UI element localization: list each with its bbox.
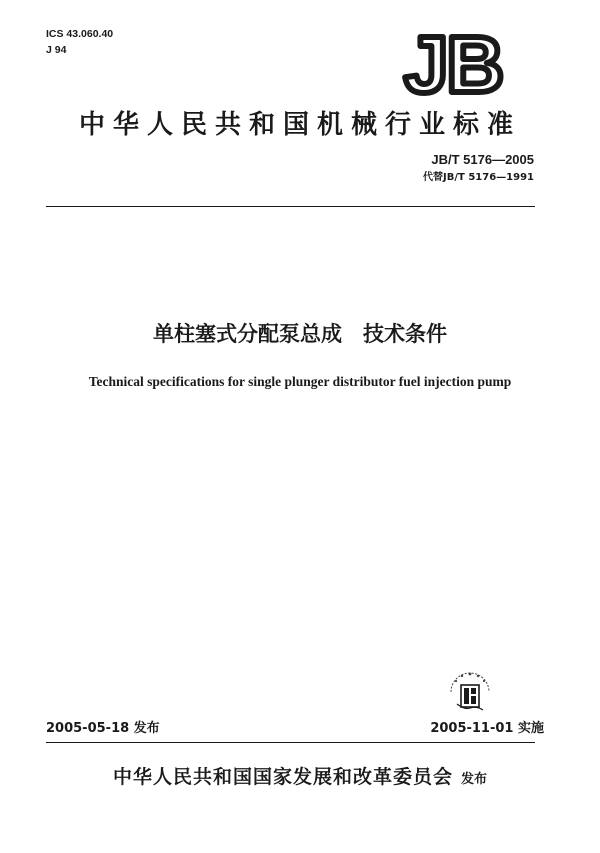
svg-text:JB: JB bbox=[403, 28, 503, 100]
ics-code: ICS 43.060.40 bbox=[46, 28, 114, 40]
issuer-action: 发布 bbox=[461, 772, 488, 787]
title-chinese: 单柱塞式分配泵总成 技术条件 bbox=[153, 322, 447, 346]
title-english: Technical specifications for single plunger distributor fuel injection pump bbox=[88, 374, 512, 389]
standard-organization: 中华人民共和国机械行业标准 bbox=[78, 110, 521, 140]
implementation-date: 2005-11-01 实施 bbox=[430, 721, 544, 736]
jb-logo bbox=[400, 28, 506, 100]
standard-number: JB/T 5176—2005 bbox=[431, 152, 534, 167]
issuer-line bbox=[0, 762, 600, 789]
publisher-seal-icon bbox=[445, 664, 495, 714]
issue-date: 2005-05-18 发布 bbox=[46, 721, 160, 736]
ccs-code: J 94 bbox=[46, 44, 67, 56]
replaces-standard: 代替JB/T 5176—1991 bbox=[423, 172, 534, 183]
issuer-organization: 中华人民共和国国家发展和改革委员会 bbox=[112, 766, 453, 788]
header-rule bbox=[46, 206, 535, 207]
footer-rule bbox=[46, 742, 535, 743]
